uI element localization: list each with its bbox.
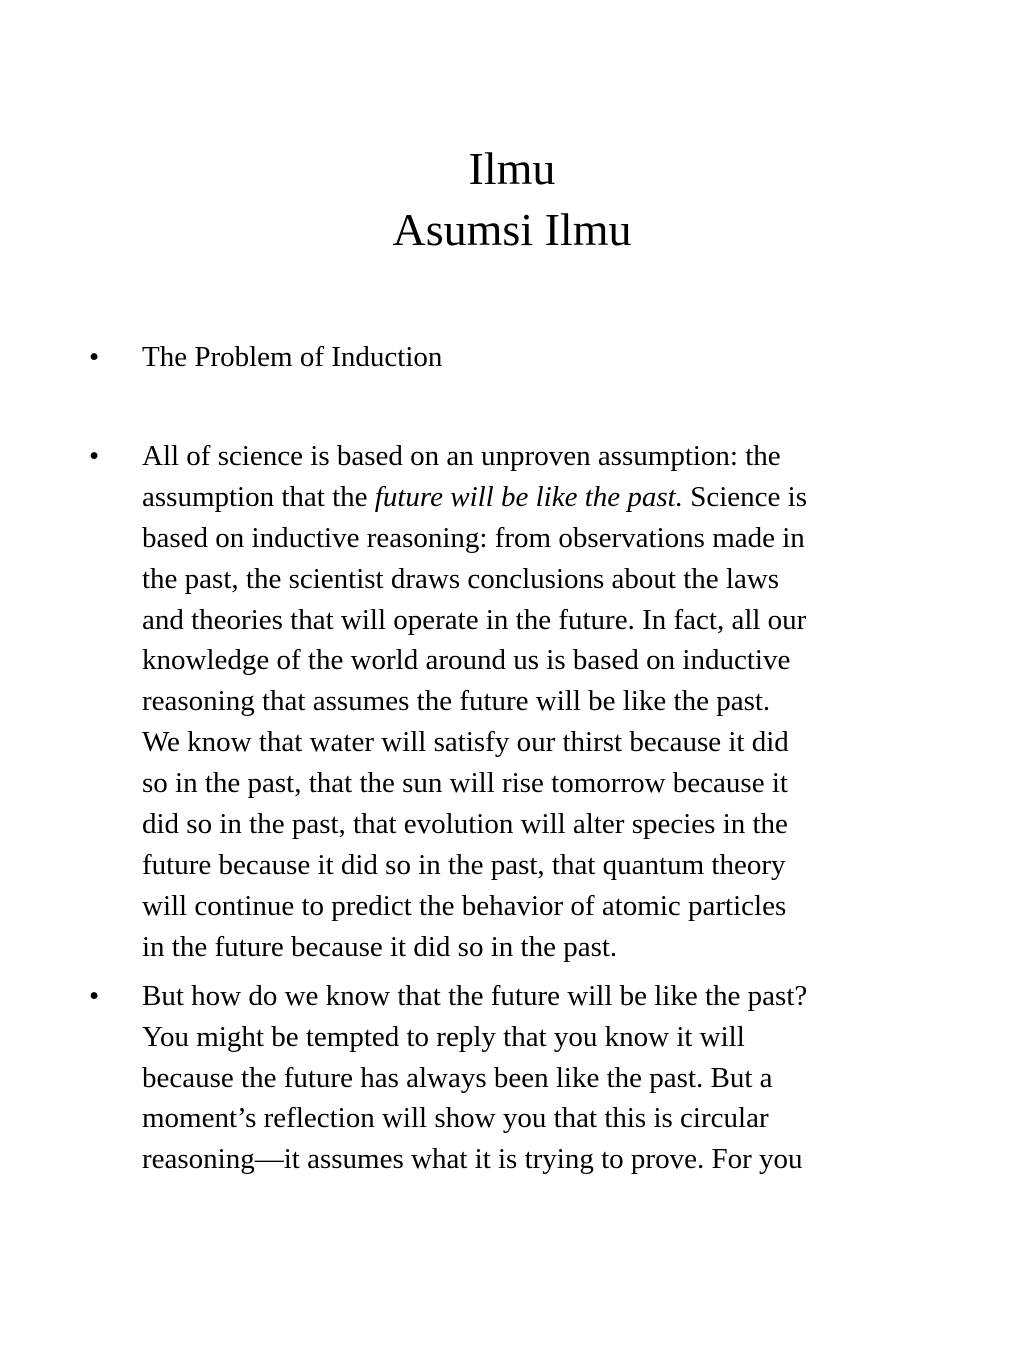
bullet-text-line: will continue to predict the behavior of atomic particles (142, 889, 787, 922)
bullet-text-line: because the future has always been like the past. But a (142, 1061, 773, 1094)
bullet-text-line-mixed (142, 477, 934, 518)
bullet-text-line: The Problem of Induction (142, 341, 443, 373)
italic-emphasis: future will be like the past. (374, 480, 683, 513)
text-segment: Science is (683, 480, 808, 513)
bullet-item-problem-of-induction (0, 337, 1024, 378)
slide-title (0, 138, 1024, 260)
bullet-text-line: future because it did so in the past, that quantum theory (142, 848, 786, 881)
bullet-text-line: did so in the past, that evolution will alter species in the (142, 808, 788, 841)
bullet-item-circular-reasoning (0, 976, 1024, 1181)
bullet-list (0, 337, 1024, 1180)
bullet-text-line: so in the past, that the sun will rise tomorrow because it (142, 767, 788, 800)
bullet-text-line: All of science is based on an unproven assumption: the (142, 439, 781, 472)
bullet-text-line: in the future because it did so in the past. (142, 930, 618, 963)
bullet-text-line: and theories that will operate in the future. In fact, all our (142, 603, 807, 636)
bullet-text-line: based on inductive reasoning: from observations made in (142, 521, 805, 554)
bullet-dot-icon: • (89, 979, 100, 1012)
bullet-item-science-assumption (0, 436, 1024, 968)
bullet-text-line: reasoning that assumes the future will be like the past. (142, 685, 771, 718)
bullet-text-line: But how do we know that the future will be like the past? (142, 979, 808, 1012)
text-segment: assumption that the (142, 480, 375, 513)
bullet-text-line: knowledge of the world around us is based on inductive (142, 644, 791, 677)
bullet-dot-icon: • (89, 439, 100, 472)
bullet-text-line: reasoning—it assumes what it is trying to prove. For you (142, 1143, 803, 1176)
bullet-text-line: the past, the scientist draws conclusions about the laws (142, 562, 780, 595)
bullet-text-line: moment’s reflection will show you that this is circular (142, 1102, 769, 1135)
bullet-text-line: You might be tempted to reply that you know it will (142, 1020, 745, 1053)
title-line-1: Ilmu (468, 143, 556, 194)
bullet-text-line: We know that water will satisfy our thirst because it did (142, 726, 789, 759)
bullet-dot-icon: • (89, 341, 100, 373)
title-line-2: Asumsi Ilmu (392, 204, 632, 255)
